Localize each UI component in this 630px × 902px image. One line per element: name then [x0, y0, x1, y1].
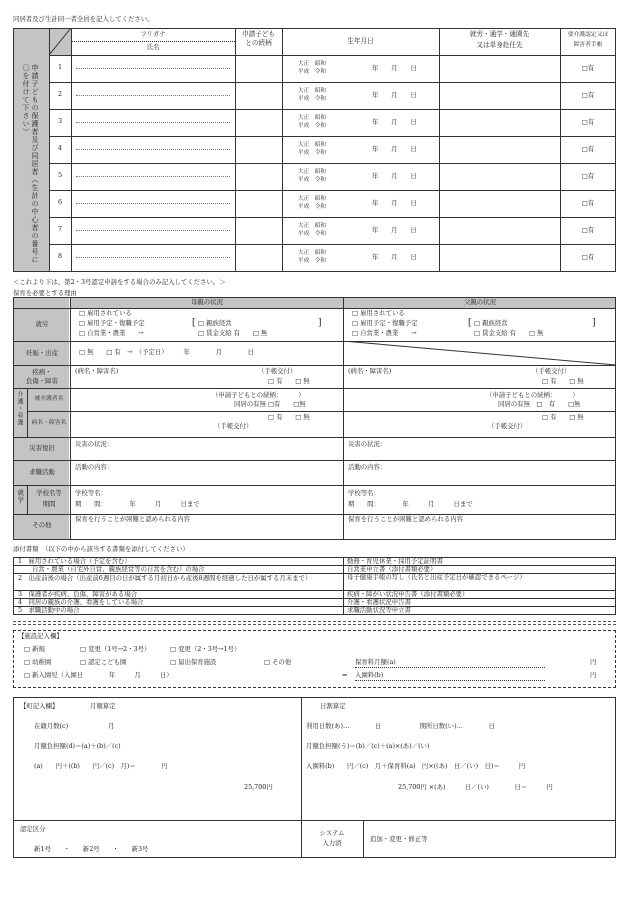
town-cert: 認定区分 [20, 825, 46, 833]
mother-title: 母親の状況 [191, 298, 223, 306]
row-era-2: 平成 令和 [298, 69, 326, 75]
row-care-check[interactable]: □有 [581, 172, 595, 180]
row-era-1: 大正 昭和 [298, 250, 326, 256]
facility-adm-label: 入園料(b) [355, 671, 384, 679]
town-daily-burden: 月額負担額(う)＝(b)／(c)＋(a)×(あ)／(い) [306, 742, 430, 750]
m-bracket-r: ] [318, 318, 322, 328]
row-era-2: 平成 令和 [298, 204, 326, 210]
header-diagonal [49, 28, 71, 55]
row-birth-date: 年 月 日 [372, 118, 417, 126]
facility-arrow: ⇒ [342, 671, 348, 679]
f-disaster: 災害の状況： [348, 440, 387, 448]
facility-kindergarten[interactable]: □ 幼稚園 [24, 658, 52, 666]
f-emp-self[interactable]: □ 自営業・農業 → [352, 329, 417, 337]
town-daily-amount: 25,700円 ×(あ) 日／(い) 日＝ 円 [398, 783, 553, 791]
row-birth-date: 年 月 日 [372, 226, 417, 234]
row-birth-date: 年 月 日 [372, 172, 417, 180]
m-care-handbook: （手帳交付） [214, 422, 253, 430]
m-ill-handbook: （手帳交付） [258, 367, 297, 375]
facility-kodomoen[interactable]: □ 認定こども園 [80, 658, 127, 666]
row-care-check[interactable]: □有 [581, 226, 595, 234]
row-era-2: 平成 令和 [298, 150, 326, 156]
town-title: 【町記入欄】 [20, 702, 59, 710]
m-pregnancy[interactable]: □ 無 □ 有 → （予定日） 年 月 日 [79, 348, 254, 356]
f-care-yesno[interactable]: □ 有 □ 無 [542, 413, 584, 421]
col-work-1: 就労・通学・通園先 [469, 30, 530, 38]
col-relation-1: 申請子ども [242, 30, 275, 38]
facility-change-2[interactable]: □ 変更（2・3号→1号） [170, 645, 241, 653]
row-care-check[interactable]: □有 [581, 145, 595, 153]
m-emp-employed[interactable]: □ 雇用されている [79, 309, 132, 317]
col-name: 氏名 [146, 43, 160, 51]
col-work-2: 又は単身赴任先 [476, 41, 523, 49]
m-ill-yesno[interactable]: □ 有 □ 無 [268, 377, 310, 385]
row-birth-date: 年 月 日 [372, 64, 417, 72]
label-school-outer: 就学 [16, 489, 25, 504]
m-emp-pay[interactable]: □ 賃金支給 有 □ 無 [198, 329, 268, 337]
label-illness-1: 疾病・ [32, 368, 52, 376]
attach-heading: 添付書類 （以下の中から該当する書類を添付してください） [13, 545, 189, 553]
facility-fee-yen: 円 [590, 658, 597, 666]
reason-heading: 保育を必要とする理由 [13, 289, 77, 297]
row-birth-date: 年 月 日 [372, 199, 417, 207]
row-care-check[interactable]: □有 [581, 253, 595, 261]
col-relation-2: との続柄 [245, 39, 272, 47]
label-care-outer: 介護・看護 [15, 391, 23, 426]
f-emp-employed[interactable]: □ 雇用されている [352, 309, 405, 317]
f-ill-handbook: （手帳交付） [532, 367, 571, 375]
attach-row-1-left: 1 雇用されている場合（予定を含む） [18, 557, 131, 565]
town-enrolled: 在籍月数(c) [34, 722, 69, 730]
cut-line-1 [13, 621, 616, 622]
m-school-name: 学校等名： [75, 489, 107, 497]
facility-new[interactable]: □ 新規 [24, 645, 45, 653]
row-number: 2 [57, 90, 63, 98]
col-birth: 生年月日 [347, 37, 374, 45]
label-illness-2: 負傷・障害 [26, 377, 58, 385]
f-care-handbook: （手帳交付） [488, 422, 527, 430]
row-care-check[interactable]: □有 [581, 64, 595, 72]
label-employment: 就労 [35, 320, 49, 328]
row-era-2: 平成 令和 [298, 123, 326, 129]
label-job-search: 求職活動 [29, 468, 55, 476]
row-era-2: 平成 令和 [298, 96, 326, 102]
f-ill-yesno[interactable]: □ 有 □ 無 [542, 377, 584, 385]
f-emp-family[interactable]: □ 親族経営 [474, 319, 508, 327]
m-bracket-l: [ [192, 318, 196, 328]
attach-row-3-left: 2 出産前後の場合（出産前6週目の日が属する月初日から産後8週間を経過した日が属する月末まで） [18, 574, 312, 582]
facility-change-1[interactable]: □ 変更（1号→2・3号） [80, 645, 151, 653]
label-school-1: 学校名等 [36, 489, 62, 497]
row-number: 1 [57, 63, 63, 71]
m-emp-self[interactable]: □ 自営業・農業 → [79, 329, 144, 337]
m-emp-planned[interactable]: □ 雇用予定・復職予定 [79, 319, 145, 327]
attach-row-6-right: 求職活動状況等申立書 [347, 606, 411, 614]
row-birth-date: 年 月 日 [372, 253, 417, 261]
f-care-relation: （申請子どもとの続柄： ） [486, 391, 579, 399]
row-birth-date: 年 月 日 [372, 145, 417, 153]
row-era-1: 大正 昭和 [298, 61, 326, 67]
m-school-period: 期 間： 年 月 日まで [75, 500, 200, 508]
row-birth-date: 年 月 日 [372, 91, 417, 99]
row-number: 6 [57, 198, 63, 206]
m-ill-name: (病名・障害名) [75, 367, 119, 375]
row-number: 3 [57, 117, 63, 125]
label-care-disease: 病名・障害名 [31, 420, 67, 426]
row-era-1: 大正 昭和 [298, 88, 326, 94]
col-care-2: 障害者手帳 [573, 42, 603, 48]
f-job: 活動の内容： [348, 463, 387, 471]
facility-other[interactable]: □ その他 [264, 658, 292, 666]
row-number: 5 [57, 171, 63, 179]
f-emp-planned[interactable]: □ 雇用予定・復職予定 [352, 319, 418, 327]
m-other: 保育を行うことが困難と認められる内容 [75, 515, 191, 523]
f-care-cohabit[interactable]: 同居の有無 □ 有 □無 [498, 400, 581, 408]
town-cert-opts[interactable]: 新1号 ・ 新2号 ・ 新3号 [34, 845, 149, 853]
label-disaster: 災害復旧 [29, 444, 55, 452]
f-bracket-l: [ [468, 318, 472, 328]
row-era-1: 大正 昭和 [298, 115, 326, 121]
m-job: 活動の内容： [75, 463, 114, 471]
label-other: その他 [32, 521, 52, 529]
attach-row-4-right: 疾病・障がい状況申告書（添付書類必要） [347, 590, 469, 598]
attach-row-2-left: 自営・農業（自宅外自営、親族経営等の自営を含む）の場合 [32, 565, 205, 573]
label-pregnancy: 妊娠・出産 [26, 349, 58, 357]
intro-text: 同居者及び生計同一者全員を記入してください。 [13, 15, 154, 23]
col-furigana: フリガナ [140, 30, 166, 38]
facility-title: 【施設記入欄】 [18, 632, 63, 640]
town-daily: 日割算定 [320, 702, 346, 710]
town-burden: 月額負担額(d)＝(a)＋(b)／(c) [34, 742, 121, 750]
row-era-1: 大正 昭和 [298, 169, 326, 175]
m-care-yesno[interactable]: □ 有 □ 無 [268, 413, 310, 421]
note-2-3: ＜これより下は、第2・3号認定申請をする場合のみ記入してください。＞ [13, 278, 226, 286]
m-emp-family[interactable]: □ 親族経営 [198, 319, 232, 327]
row-number: 7 [57, 225, 63, 233]
f-emp-pay[interactable]: □ 賃金支給 有 □ 無 [474, 329, 544, 337]
facility-notified[interactable]: □ 届出保育施設 [170, 658, 217, 666]
f-school-period: 期 間： 年 月 日まで [348, 500, 473, 508]
f-school-name: 学校等名： [348, 489, 380, 497]
father-pregnancy-diagonal [343, 341, 616, 365]
town-daily-calc: 入園料(b) 円／(c) 月＋保育料(a) 円×((あ) 日／(い) 日)＝ 円 [306, 762, 526, 770]
m-disaster: 災害の状況： [75, 440, 114, 448]
attach-row-2-right: 自営業申立書（添付書類必要） [347, 565, 437, 573]
m-care-relation: （申請子どもとの続柄： ） [212, 391, 305, 399]
attach-row-5-right: 介護・看護状況申告書 [347, 598, 411, 606]
father-title: 父親の状況 [464, 298, 496, 306]
town-monthly: 月額算定 [90, 702, 116, 710]
town-amount: 25,700円 [244, 783, 273, 791]
row-era-2: 平成 令和 [298, 177, 326, 183]
row-number: 4 [57, 144, 63, 152]
facility-fee-label: 保育料月額(a) [355, 658, 396, 666]
f-other: 保育を行うことが困難と認められる内容 [348, 515, 464, 523]
row-era-1: 大正 昭和 [298, 223, 326, 229]
f-bracket-r: ] [592, 318, 596, 328]
label-care-person: 被介護者名 [34, 396, 64, 402]
row-era-2: 平成 令和 [298, 231, 326, 237]
town-days: 利用日数(あ)… 日 開所日数(い)… 日 [306, 722, 495, 730]
town-month: 月 [108, 722, 115, 730]
m-care-cohabit[interactable]: 同居の有無 □有 □無 [234, 400, 306, 408]
town-calc: (a) 円＋((b) 円／(c) 月)＝ 円 [34, 762, 168, 770]
attach-row-1-right: 勤務・育児休業・採用予定証明書 [347, 557, 443, 565]
row-care-check[interactable]: □有 [581, 91, 595, 99]
town-system-1: システム [319, 829, 345, 837]
attach-row-4-left: 3 保護者が疾病、負傷、障害がある場合 [18, 590, 138, 598]
attach-row-6-left: 5 求職活動中の場合 [18, 606, 80, 614]
town-system-2: 入力済 [322, 839, 342, 847]
row-care-check[interactable]: □有 [581, 118, 595, 126]
facility-enter[interactable]: □ 新入園児（入園日 年 月 日） [24, 671, 173, 679]
attach-row-3-right: 母子健康手帳の写し（氏名と出産予定日が確認できるページ） [347, 573, 526, 581]
town-status: 追加・変更・修正等 [370, 835, 428, 843]
row-era-1: 大正 昭和 [298, 142, 326, 148]
f-ill-name: (病名・障害名) [348, 367, 392, 375]
facility-adm-yen: 円 [590, 671, 597, 679]
side-label: 申請子どもの保護者及び同居者（生計の中心者の番号に〇を付けて下さい） [22, 64, 39, 264]
row-number: 8 [57, 252, 63, 260]
attach-row-5-left: 4 同居の親族の介護、看護をしている場合 [18, 598, 144, 606]
row-era-2: 平成 令和 [298, 258, 326, 264]
row-care-check[interactable]: □有 [581, 199, 595, 207]
label-school-2: 期間 [42, 500, 56, 508]
row-era-1: 大正 昭和 [298, 196, 326, 202]
col-care-1: 要介護認定又は [567, 32, 609, 38]
cut-line-2 [13, 624, 616, 625]
